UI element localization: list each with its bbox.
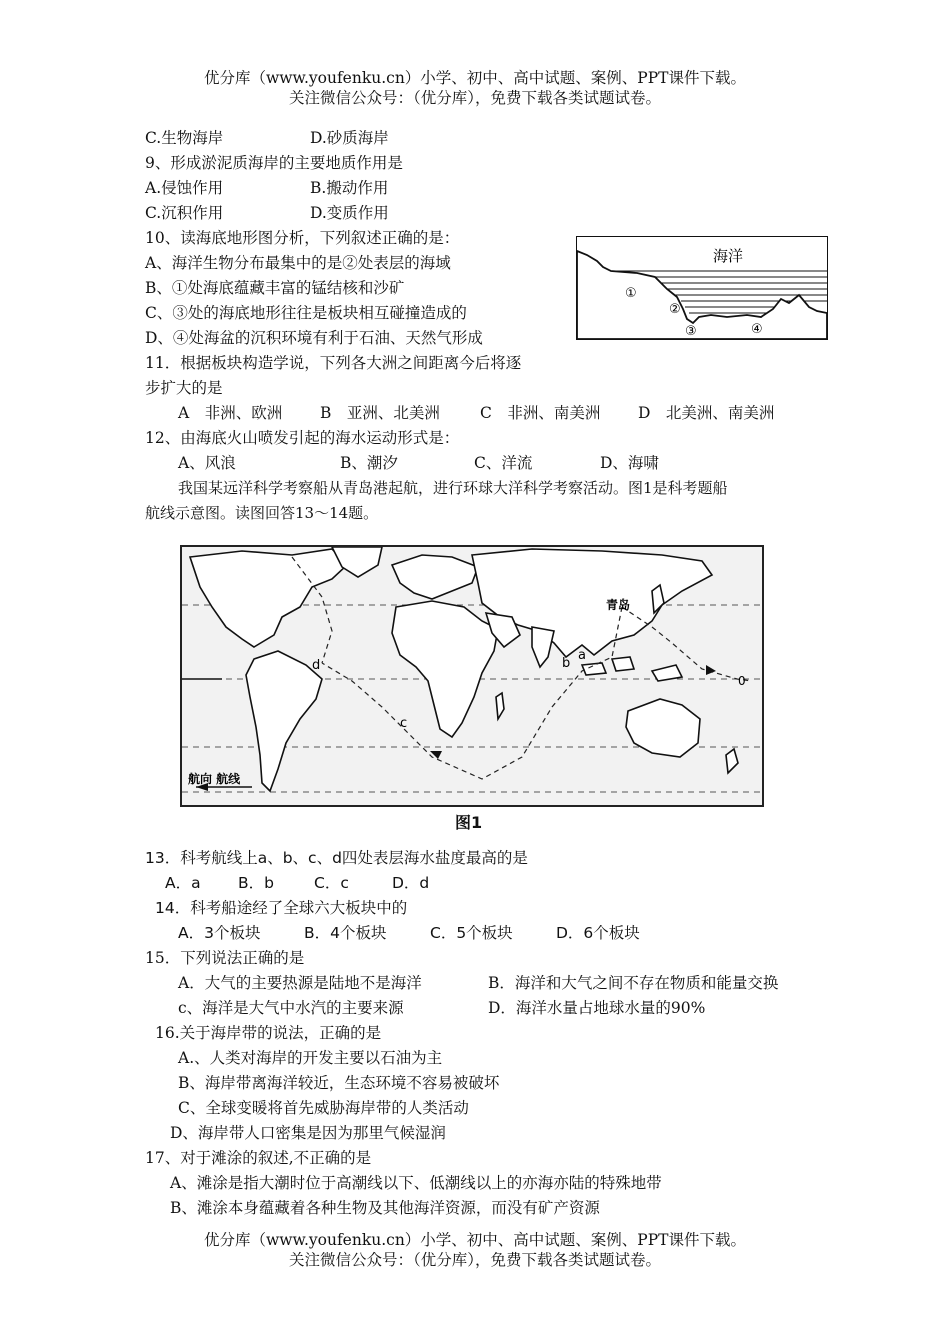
q15-option-a: A．大气的主要热源是陆地不是海洋 xyxy=(178,974,422,992)
q14-option-b: B．4个板块 xyxy=(304,924,387,942)
q10-option-c: C、③处的海底地形往往是板块相互碰撞造成的 xyxy=(145,304,467,322)
q14-option-c: C．5个板块 xyxy=(430,924,513,942)
q12-option-c: C、洋流 xyxy=(474,454,533,472)
intro-line-1: 我国某远洋科学考察船从青岛港起航，进行环球大洋科学考察活动。图1是科考题船 xyxy=(178,479,728,497)
map-caption: 图1 xyxy=(455,813,483,832)
marker-3: ③ xyxy=(685,324,697,339)
q13-option-a: A．a xyxy=(165,874,201,892)
q10-option-a: A、海洋生物分布最集中的是②处表层的海域 xyxy=(145,254,451,272)
q17-option-a: A、滩涂是指大潮时位于高潮线以下、低潮线以上的亦海亦陆的特殊地带 xyxy=(170,1174,662,1192)
q11-stem-1: 11．根据板块构造学说，下列各大洲之间距离今后将逐 xyxy=(145,354,522,372)
q14-option-a: A．3个板块 xyxy=(178,924,261,942)
q16-option-b: B、海岸带离海洋较近，生态环境不容易被破坏 xyxy=(178,1074,500,1092)
marker-2: ② xyxy=(669,302,681,317)
ocean-label: 海洋 xyxy=(713,247,744,265)
world-map-svg xyxy=(182,547,762,805)
q9-option-a: A.侵蚀作用 xyxy=(145,179,224,197)
q13-option-d: D．d xyxy=(392,874,430,892)
q15-option-b: B．海洋和大气之间不存在物质和能量交换 xyxy=(488,974,779,992)
q12-option-b: B、潮汐 xyxy=(340,454,398,472)
marker-1: ① xyxy=(625,286,637,301)
route-label-a: a xyxy=(578,648,586,663)
q13-option-c: C．c xyxy=(314,874,349,892)
q16-option-a: A.、人类对海岸的开发主要以石油为主 xyxy=(178,1049,443,1067)
q9-option-d: D.变质作用 xyxy=(310,204,389,222)
q10-option-b: B、①处海底蕴藏丰富的锰结核和沙矿 xyxy=(145,279,405,297)
zero-label: 0 xyxy=(738,674,746,688)
q9-stem: 9、形成淤泥质海岸的主要地质作用是 xyxy=(145,154,403,172)
footer-line-2: 关注微信公众号：（优分库），免费下载各类试题试卷。 xyxy=(288,1251,661,1269)
marker-4: ④ xyxy=(751,322,763,337)
route-label-c: c xyxy=(400,716,408,731)
q15-stem: 15．下列说法正确的是 xyxy=(145,949,305,967)
seabed-profile xyxy=(577,237,827,339)
seabed-figure xyxy=(576,236,828,340)
q15-option-c: c、海洋是大气中水汽的主要来源 xyxy=(178,999,404,1017)
q11-stem-2: 步扩大的是 xyxy=(145,379,223,397)
q17-option-b: B、滩涂本身蕴藏着各种生物及其他海洋资源，而没有矿产资源 xyxy=(170,1199,600,1217)
q13-stem: 13．科考航线上a、b、c、d四处表层海水盐度最高的是 xyxy=(145,849,528,867)
q16-option-d: D、海岸带人口密集是因为那里气候湿润 xyxy=(170,1124,446,1142)
q9-option-b: B.搬动作用 xyxy=(310,179,389,197)
world-route-map xyxy=(180,545,764,807)
q11-option-d: D 北美洲、南美洲 xyxy=(638,404,775,422)
q11-option-a: A 非洲、欧洲 xyxy=(178,404,283,422)
map-legend: 航向 航线 xyxy=(188,772,241,786)
q10-stem: 10、读海底地形图分析，下列叙述正确的是： xyxy=(145,229,460,247)
intro-line-2: 航线示意图。读图回答13～14题。 xyxy=(145,504,379,522)
q17-stem: 17、对于滩涂的叙述,不正确的是 xyxy=(145,1149,372,1167)
q12-stem: 12、由海底火山喷发引起的海水运动形式是： xyxy=(145,429,460,447)
route-label-d: d xyxy=(312,658,321,673)
q14-option-d: D．6个板块 xyxy=(556,924,640,942)
q12-option-d: D、海啸 xyxy=(600,454,659,472)
q14-stem: 14．科考船途经了全球六大板块中的 xyxy=(155,899,408,917)
q15-option-d: D．海洋水量占地球水量的90% xyxy=(488,999,706,1017)
header-line-1: 优分库（www.youfenku.cn）小学、初中、高中试题、案例、PPT课件下载。 xyxy=(203,69,747,87)
q11-option-b: B 亚洲、北美洲 xyxy=(320,404,440,422)
q9-option-c: C.沉积作用 xyxy=(145,204,224,222)
q10-option-d: D、④处海盆的沉积环境有利于石油、天然气形成 xyxy=(145,329,483,347)
q11-option-c: C 非洲、南美洲 xyxy=(480,404,601,422)
header-line-2: 关注微信公众号：（优分库），免费下载各类试题试卷。 xyxy=(288,89,661,107)
qingdao-label: 青岛 xyxy=(606,598,631,612)
q12-option-a: A、风浪 xyxy=(178,454,236,472)
page-footer xyxy=(0,1230,950,1270)
footer-line-1: 优分库（www.youfenku.cn）小学、初中、高中试题、案例、PPT课件下载。 xyxy=(203,1231,747,1249)
page-header xyxy=(0,68,950,108)
route-label-b: b xyxy=(562,656,571,671)
q8-option-d: D.砂质海岸 xyxy=(310,129,389,147)
q8-option-c: C.生物海岸 xyxy=(145,129,224,147)
q16-stem: 16.关于海岸带的说法，正确的是 xyxy=(155,1024,382,1042)
q13-option-b: B．b xyxy=(238,874,274,892)
q16-option-c: C、全球变暖将首先威胁海岸带的人类活动 xyxy=(178,1099,469,1117)
